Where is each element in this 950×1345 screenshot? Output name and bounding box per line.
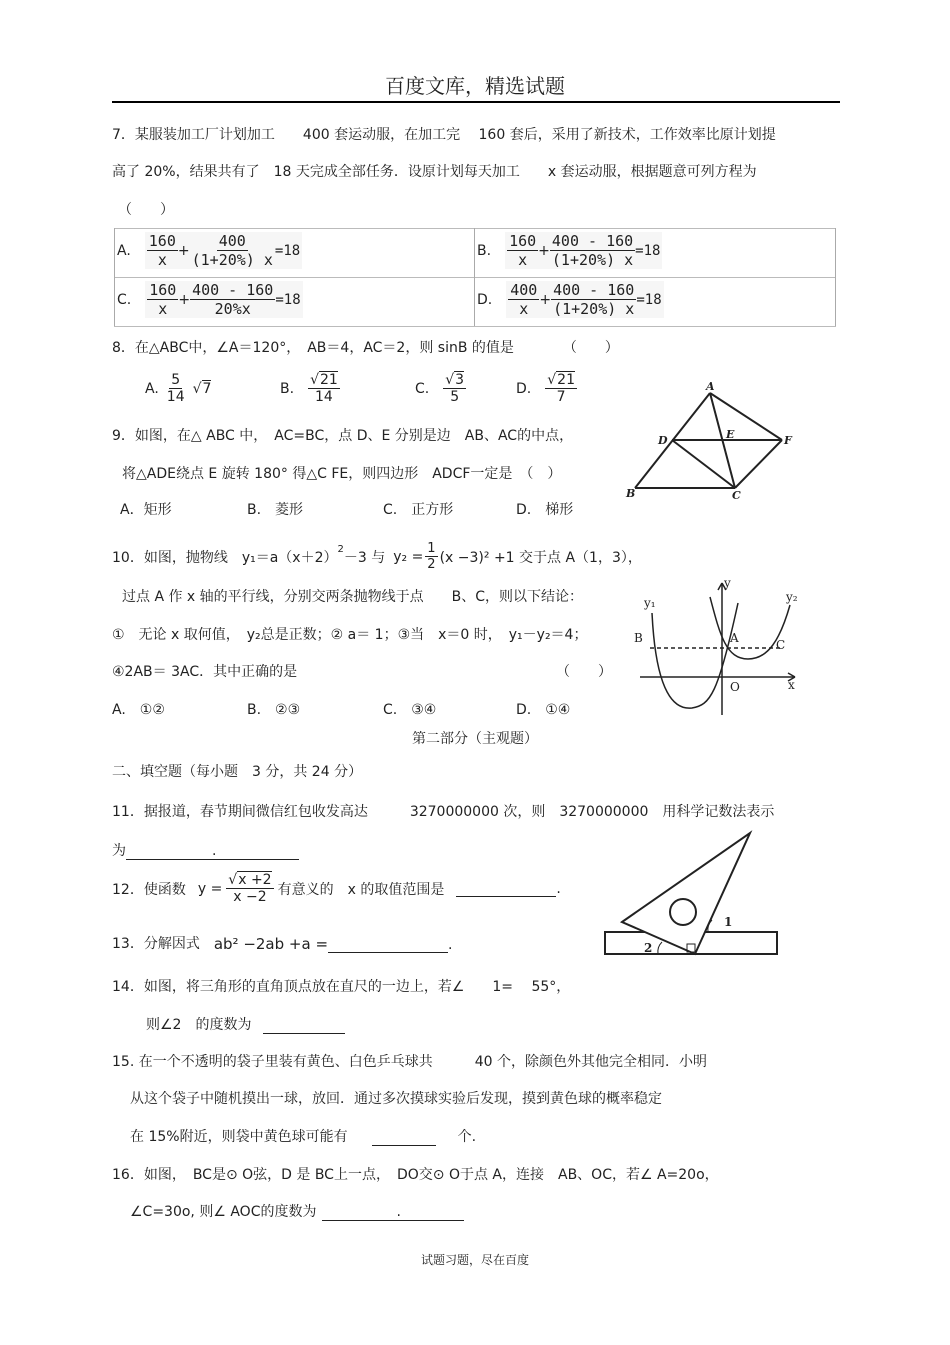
label-b: B [634, 631, 643, 645]
equation-rhs: =18 [275, 291, 301, 308]
numerator: 160 [148, 232, 176, 250]
radicand: 3 [455, 372, 465, 388]
sqrt-icon: √7 [192, 380, 212, 397]
q10-option-a[interactable]: A. ①② [112, 702, 165, 718]
plus-sign: + [538, 242, 550, 259]
q14-label: 则∠2 的度数为 [146, 1017, 252, 1033]
numerator: 400 [510, 281, 538, 299]
equation-rhs: =18 [274, 242, 301, 259]
angle-2-label: 2 [644, 941, 653, 955]
q12-end: . [556, 880, 561, 897]
q9-option-c[interactable]: C. 正方形 [383, 502, 454, 518]
q13-end: . [448, 937, 453, 953]
q8-option-d[interactable] [516, 372, 577, 405]
q8-option-a[interactable] [145, 372, 211, 405]
blank-dot: . [396, 1204, 401, 1220]
radicand: x +2 [238, 872, 272, 888]
denominator: 2 [427, 557, 436, 572]
q9-figure [620, 380, 800, 500]
triangle-ruler [622, 833, 750, 954]
q9-line1: 9．如图，在△ ABC 中， AC=BC，点 D、E 分别是边 AB、AC的中点， [112, 428, 574, 444]
sqrt-icon: √ [228, 872, 238, 888]
q9-line2: 将△ADE绕点 E 旋转 180° 得△C FE，则四边形 ADCF一定是 （ ） [122, 466, 562, 482]
q15-unit: 个. [457, 1129, 477, 1145]
numerator: 160 [149, 281, 177, 299]
label-a: A [706, 380, 715, 393]
label-y: y [724, 576, 731, 590]
option-label: A. [145, 380, 159, 397]
sqrt-icon: √ [310, 372, 319, 388]
option-label: C. [117, 291, 132, 308]
label-e: E [726, 428, 735, 441]
denominator: x [518, 251, 528, 269]
q7-line1: 7．某服装加工厂计划加工 400 套运动服，在加工完 160 套后，采用了新技术，工作效率比原计划提 [112, 127, 776, 143]
q7-paren: （ ） [118, 202, 174, 218]
page-header: 百度文库，精选试题 [385, 74, 565, 98]
label-o: O [730, 680, 740, 694]
q7-line2: 高了 20%，结果共有了 18 天完成全部任务．设原计划每天加工 x 套运动服，根据题意可列方程为 [112, 164, 757, 180]
q10-line4: ④2AB＝ 3AC．其中正确的是 [112, 664, 298, 680]
q10-y2: y₂ = [393, 548, 424, 565]
q14-line2 [146, 1014, 345, 1034]
label-x: x [788, 678, 795, 692]
q13-expression: ab² −2ab +a = [213, 935, 329, 953]
label-y2: y₂ [786, 590, 798, 604]
option-label: B. [280, 380, 295, 397]
numerator: 400 - 160 [192, 281, 274, 299]
denominator: (1+20%) x [553, 300, 635, 318]
option-label: D. [516, 380, 532, 397]
label-y1: y₁ [644, 596, 656, 610]
q14-figure [600, 830, 785, 960]
q7-option-d[interactable] [477, 281, 664, 318]
line-dc [672, 440, 735, 488]
q12-suffix: 有意义的 x 的取值范围是 [277, 881, 445, 898]
q7-option-a[interactable] [117, 232, 302, 269]
plus-sign: + [178, 291, 191, 308]
denominator: 20%x [214, 300, 251, 318]
label-b: B [626, 487, 636, 500]
q12-prefix: 12．使函数 [112, 881, 186, 898]
numerator: 160 [509, 232, 537, 250]
radicand: 21 [319, 372, 338, 388]
label-c: C [776, 638, 786, 652]
numerator: 5 [171, 372, 181, 388]
parabola-y1 [652, 603, 738, 708]
q10-option-d[interactable]: D. ①④ [516, 702, 571, 718]
denominator: 5 [450, 389, 460, 405]
denominator: x [157, 251, 167, 269]
q9-option-b[interactable]: B. 菱形 [247, 502, 304, 518]
q10-line2: 过点 A 作 x 轴的平行线，分别交两条抛物线于点 B、C，则以下结论： [122, 589, 584, 605]
numerator: 400 [218, 232, 246, 250]
q16-line2 [130, 1201, 464, 1221]
denominator: 14 [166, 389, 185, 405]
q9-option-d[interactable]: D. 梯形 [516, 502, 574, 518]
q12-line [112, 872, 561, 905]
blank-dot: . [212, 843, 217, 859]
q16-line1: 16．如图， BC是⊙ O弦，D 是 BC上一点， DO交⊙ O于点 A，连接 AB、OC，若∠ A=20o， [112, 1167, 719, 1183]
denominator: x −2 [233, 889, 267, 905]
equation-rhs: =18 [635, 242, 661, 259]
q11-answer-blank[interactable] [126, 844, 299, 860]
q11-line2 [112, 840, 299, 860]
q8-option-c[interactable] [415, 372, 466, 405]
sqrt-icon: √ [445, 372, 455, 388]
q8-option-b[interactable] [280, 372, 340, 405]
q11-label: 为 [112, 843, 126, 859]
q10-option-c[interactable]: C. ③④ [383, 702, 437, 718]
numerator: 400 - 160 [551, 232, 634, 250]
q11-line1: 11．据报道，春节期间微信红包收发高达 3270000000 次，则 3270000000 用科学记数法表示 [112, 804, 775, 820]
radicand: 21 [557, 372, 575, 388]
option-label: A. [117, 242, 131, 259]
q14-line1: 14．如图，将三角形的直角顶点放在直尺的一边上，若∠ 1= 55°， [112, 979, 571, 995]
q15-line2: 从这个袋子中随机摸出一球，放回．通过多次摸球实验后发现，摸到黄色球的概率稳定 [130, 1091, 662, 1107]
header-rule [112, 101, 840, 103]
label-a: A [730, 631, 739, 645]
q14-answer-blank[interactable] [263, 1018, 345, 1034]
page-footer: 试题习题，尽在百度 [420, 1253, 529, 1267]
sqrt-icon: √ [547, 372, 557, 388]
option-label: B. [477, 242, 492, 259]
q8-stem: 8．在△ABC中，∠A＝120°， AB＝4，AC＝2，则 sinB 的值是 （ ） [112, 340, 619, 356]
q7-option-c[interactable] [117, 281, 303, 318]
denominator: (1+20%) x [191, 251, 273, 269]
q13-answer-blank[interactable] [328, 937, 448, 953]
numerator: 1 [427, 541, 436, 556]
denominator: 7 [556, 389, 566, 405]
angle-2-arc [658, 942, 662, 954]
q7-option-b[interactable] [477, 232, 662, 269]
q10-line3: ① 无论 x 取何值， y₂总是正数；② a＝ 1；③当 x＝0 时， y₁－y₂＝4； [112, 627, 588, 643]
q12-answer-blank[interactable] [456, 881, 556, 897]
q12-y: y = [197, 880, 223, 897]
plus-sign: + [177, 242, 190, 259]
q15-label: 在 15%附近，则袋中黄色球可能有 [130, 1129, 348, 1145]
q15-line1: 15. 在一个不透明的袋子里装有黄色、白色乒乓球共 40 个，除颜色外其他完全相同．小明 [112, 1054, 707, 1070]
q15-answer-blank[interactable] [372, 1130, 436, 1146]
angle-1-label: 1 [724, 915, 733, 929]
radicand: 7 [202, 380, 212, 397]
q10-paren: （ ） [556, 664, 612, 680]
q10-eq2: (x −3)² +1 交于点 A（1，3）， [439, 549, 642, 566]
q13-line [112, 933, 452, 953]
q9-option-a[interactable]: A．矩形 [120, 502, 172, 518]
q10-option-b[interactable]: B. ②③ [247, 702, 301, 718]
equation-rhs: =18 [636, 291, 662, 308]
superscript: 2 [337, 544, 344, 555]
option-label: D. [477, 291, 493, 308]
label-d: D [658, 434, 668, 447]
q10-figure [630, 575, 810, 720]
q16-label: ∠C=30o, 则∠ AOC的度数为 [130, 1204, 317, 1220]
section-heading: 二、填空题（每小题 3 分，共 24 分） [112, 764, 363, 780]
q10-connector: －3 与 [343, 549, 386, 566]
q10-eq1: 10．如图，抛物线 y₁＝a（x＋2） [112, 549, 338, 566]
q10-line1 [112, 541, 642, 572]
denominator: 14 [315, 389, 333, 405]
label-c: C [732, 489, 741, 500]
part2-title: 第二部分（主观题） [412, 731, 538, 747]
denominator: (1+20%) x [551, 251, 634, 269]
q13-prefix: 13．分解因式 [112, 936, 200, 952]
label-f: F [784, 434, 792, 447]
denominator: x [519, 300, 529, 318]
line-fc [735, 440, 782, 488]
plus-sign: + [539, 291, 552, 308]
numerator: 400 - 160 [553, 281, 635, 299]
q16-answer-blank[interactable] [322, 1205, 464, 1221]
denominator: x [158, 300, 168, 318]
q15-line3 [130, 1126, 476, 1146]
option-label: C. [415, 380, 430, 397]
